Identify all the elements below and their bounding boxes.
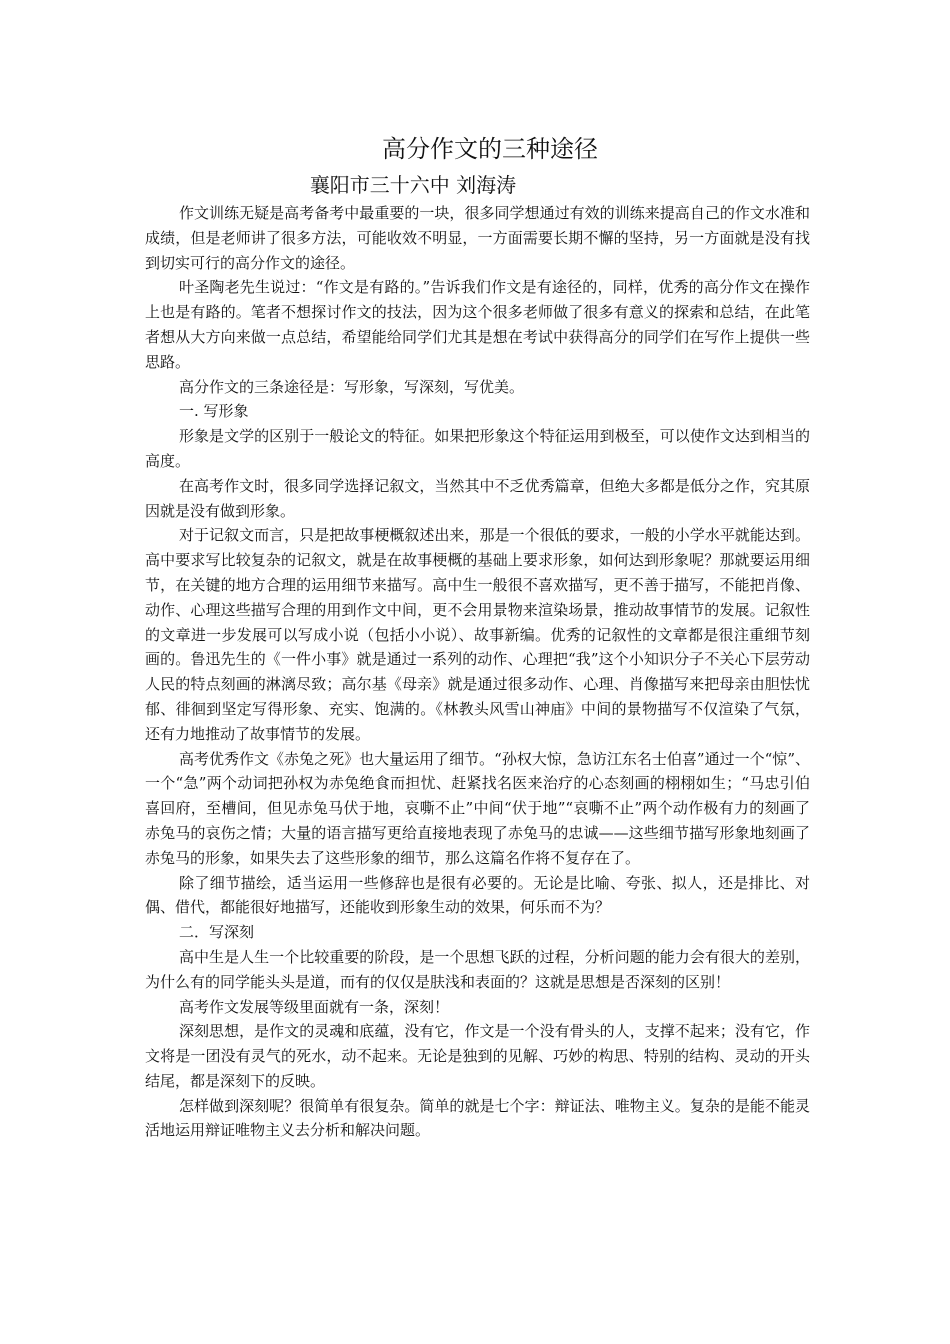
paragraph: 高考作文发展等级里面就有一条，深刻！ bbox=[179, 997, 450, 1016]
paragraph: 形象是文学的区别于一般论文的特征。如果把形象这个特征运用到极至，可以使作文达到相当的高度。 bbox=[145, 427, 810, 470]
paragraph: 深刻思想，是作文的灵魂和底蕴，没有它，作文是一个没有骨头的人，支撑不起来；没有它，作文将是一团没有灵气的死水，动不起来。无论是独到的见解、巧妙的构思、特别的结构、灵动的开头结尾，都是深刻下的反映。 bbox=[145, 1022, 810, 1090]
paragraph: 在高考作文时，很多同学选择记叙文，当然其中不乏优秀篇章，但绝大多都是低分之作，究其原因就是没有做到形象。 bbox=[145, 476, 810, 520]
paragraph-quote: 叶圣陶老先生说过：“作文是有路的。”告诉我们作文是有途径的，同样，优秀的高分作文在操作上也是有路的。笔者不想探讨作文的技法，因为这个很多老师做了很多有意义的探索和总结，在此笔者想从大方向来做一点总结，希望能给同学们尤其是想在考试中获得高分的同学们在写作上提供一些思路。 bbox=[145, 278, 810, 371]
paragraph: 除了细节描绘，适当运用一些修辞也是很有必要的。无论是比喻、夸张、拟人，还是排比、对偶、借代，都能很好地描写，还能收到形象生动的效果，何乐而不为？ bbox=[145, 873, 810, 917]
section-heading-1: 一. 写形象 bbox=[179, 402, 249, 421]
paragraph-three-paths: 高分作文的三条途径是：写形象，写深刻，写优美。 bbox=[179, 377, 525, 396]
paragraph: 对于记叙文而言，只是把故事梗概叙述出来，那是一个很低的要求，一般的小学水平就能达到。高中要求写比较复杂的记叙文，就是在故事梗概的基础上要求形象，如何达到形象呢？那就要运用细节，在关键的地方合理的运用细节来描写。高中生一般很不喜欢描写，更不善于描写，不能把肖像、动作、心理这些描写合理的用到作文中间，更不会用景物来渲染场景，推动故事情节的发展。记叙性的文章进一步发展可以写成小说（包括小小说）、故事新编。优秀的记叙性的文章都是很注重细节刻画的。鲁迅先生的《一件小事》就是通过一系列的动作、心理把“我”这个小知识分子不关心下层劳动人民的特点刻画的淋漓尽致；高尔基《母亲》就是通过很多动作、心理、肖像描写来把母亲由胆怯忧郁、徘徊到坚定写得形象、充实、饱满的。《林教头风雪山神庙》中间的景物描写不仅渲染了气氛，还有力地推动了故事情节的发展。 bbox=[145, 526, 810, 743]
paragraph: 高考优秀作文《赤兔之死》也大量运用了细节。“孙权大惊，急访江东名士伯喜”通过一个“惊”、一个“急”两个动词把孙权为赤兔绝食而担忧、赶紧找名医来治疗的心态刻画的栩栩如生；“马忠引伯喜回府，至槽间，但见赤兔马伏于地，哀嘶不止”中间“伏于地”“哀嘶不止”两个动作极有力的刻画了赤兔马的哀伤之情；大量的语言描写更给直接地表现了赤兔马的忠诚——这些细节描写形象地刻画了赤兔马的形象，如果失去了这些形象的细节，那么这篇名作将不复存在了。 bbox=[145, 749, 810, 867]
paragraph: 怎样做到深刻呢？很简单有很复杂。简单的就是七个字：辩证法、唯物主义。复杂的是能不能灵活地运用辩证唯物主义去分析和解决问题。 bbox=[145, 1096, 810, 1140]
document-title: 高分作文的三种途径 bbox=[382, 135, 598, 163]
document-body bbox=[145, 201, 810, 1143]
author-line: 襄阳市三十六中 刘海涛 bbox=[309, 173, 517, 197]
paragraph-intro: 作文训练无疑是高考备考中最重要的一块，很多同学想通过有效的训练来提高自己的作文水准和成绩，但是老师讲了很多方法，可能收效不明显，一方面需要长期不懈的坚持，另一方面就是没有找到切实可行的高分作文的途径。 bbox=[145, 204, 810, 272]
paragraph: 高中生是人生一个比较重要的阶段，是一个思想飞跃的过程，分析问题的能力会有很大的差别，为什么有的同学能头头是道，而有的仅仅是肤浅和表面的？这就是思想是否深刻的区别！ bbox=[145, 947, 810, 991]
section-heading-2: 二．写深刻 bbox=[179, 923, 255, 942]
